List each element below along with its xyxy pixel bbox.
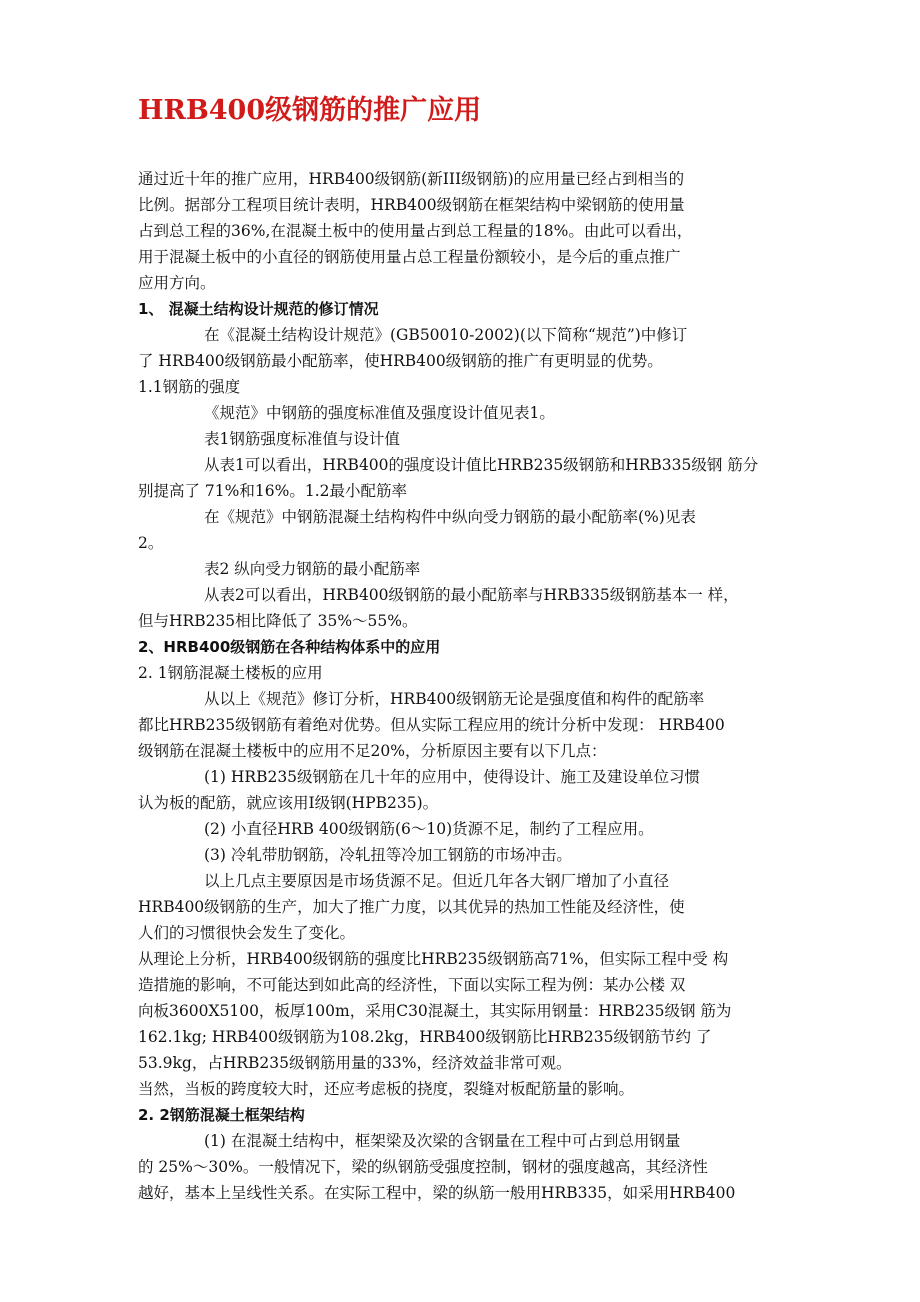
body-line: 以上几点主要原因是市场货源不足。但近几年各大钢厂增加了小直径 xyxy=(204,872,670,890)
body-line: 从表1可以看出，HRB400的强度设计值比HRB235级钢筋和HRB335级钢 筋分 xyxy=(204,456,759,474)
body-line: 认为板的配筋，就应该用I级钢(HPB235)。 xyxy=(138,794,439,812)
body-line: 造措施的影响，不可能达到如此高的经济性，下面以实际工程为例：某办公楼 双 xyxy=(138,976,686,994)
body-line: 用于混凝土板中的小直径的钢筋使用量占总工程量份额较小，是今后的重点推广 xyxy=(138,248,681,266)
body-line: 的 25%〜30%。一般情况下，梁的纵钢筋受强度控制，钢材的强度越高，其经济性 xyxy=(138,1158,708,1176)
body-line: 应用方向。 xyxy=(138,274,216,292)
body-line: 比例。据部分工程项目统计表明，HRB400级钢筋在框架结构中梁钢筋的使用量 xyxy=(138,196,685,214)
document-title: HRB400级钢筋的推广应用 xyxy=(138,95,482,126)
section-heading: 2、HRB400级钢筋在各种结构体系中的应用 xyxy=(138,638,441,656)
body-line: 但与HRB235相比降低了 35%〜55%。 xyxy=(138,612,418,630)
body-line: (1) HRB235级钢筋在几十年的应用中，使得设计、施工及建设单位习惯 xyxy=(204,768,701,786)
body-line: 人们的习惯很快会发生了变化。 xyxy=(138,924,356,942)
body-line: 级钢筋在混凝土楼板中的应用不足20%，分析原因主要有以下几点： xyxy=(138,742,607,760)
body-line: 在《混凝土结构设计规范》(GB50010-2002)(以下简称“规范”)中修订 xyxy=(204,326,688,344)
body-line: 从表2可以看出，HRB400级钢筋的最小配筋率与HRB335级钢筋基本一 样， xyxy=(204,586,739,604)
body-line: HRB400级钢筋的生产，加大了推广力度，以其优异的热加工性能及经济性，使 xyxy=(138,898,685,916)
body-line: (1) 在混凝土结构中，框架梁及次梁的含钢量在工程中可占到总用钢量 xyxy=(204,1132,681,1150)
document-body xyxy=(138,166,798,1206)
body-line: 当然，当板的跨度较大时，还应考虑板的挠度，裂缝对板配筋量的影响。 xyxy=(138,1080,635,1098)
body-line: 2。 xyxy=(138,534,164,552)
body-line: 表1钢筋强度标准值与设计值 xyxy=(204,430,400,448)
body-line: 162.1kg; HRB400级钢筋为108.2kg，HRB400级钢筋比HRB235级钢筋节约 了 xyxy=(138,1028,712,1046)
body-line: 表2 纵向受力钢筋的最小配筋率 xyxy=(204,560,421,578)
section-heading: 2. 2钢筋混凝土框架结构 xyxy=(138,1106,305,1124)
body-line: 通过近十年的推广应用，HRB400级钢筋(新III级钢筋)的应用量已经占到相当的 xyxy=(138,170,685,188)
body-line: 别提高了 71%和16%。1.2最小配筋率 xyxy=(138,482,407,500)
body-line: 都比HRB235级钢筋有着绝对优势。但从实际工程应用的统计分析中发现： HRB400 xyxy=(138,716,725,734)
body-line: 1.1钢筋的强度 xyxy=(138,378,241,396)
body-line: 在《规范》中钢筋混凝土结构构件中纵向受力钢筋的最小配筋率(%)见表 xyxy=(204,508,696,526)
body-line: 从理论上分析，HRB400级钢筋的强度比HRB235级钢筋高71%，但实际工程中受 构 xyxy=(138,950,729,968)
body-line: 53.9kg，占HRB235级钢筋用量的33%，经济效益非常可观。 xyxy=(138,1054,572,1072)
body-line: 越好，基本上呈线性关系。在实际工程中，梁的纵筋一般用HRB335，如采用HRB400 xyxy=(138,1184,736,1202)
body-line: (3) 冷轧带肋钢筋，冷轧扭等冷加工钢筋的市场冲击。 xyxy=(204,846,572,864)
body-line: 占到总工程的36%,在混凝土板中的使用量占到总工程量的18%。由此可以看出， xyxy=(138,222,693,240)
body-line: 2. 1钢筋混凝土楼板的应用 xyxy=(138,664,323,682)
body-line: 《规范》中钢筋的强度标准值及强度设计值见表1。 xyxy=(204,404,555,422)
body-line: (2) 小直径HRB 400级钢筋(6〜10)货源不足，制约了工程应用。 xyxy=(204,820,654,838)
body-line: 向板3600X5100，板厚100m，采用C30混凝土，其实际用钢量：HRB235级钢 筋为 xyxy=(138,1002,732,1020)
body-line: 从以上《规范》修订分析，HRB400级钢筋无论是强度值和构件的配筋率 xyxy=(204,690,705,708)
section-heading: 1、 混凝土结构设计规范的修订情况 xyxy=(138,300,379,318)
body-line: 了 HRB400级钢筋最小配筋率，使HRB400级钢筋的推广有更明显的优势。 xyxy=(138,352,663,370)
